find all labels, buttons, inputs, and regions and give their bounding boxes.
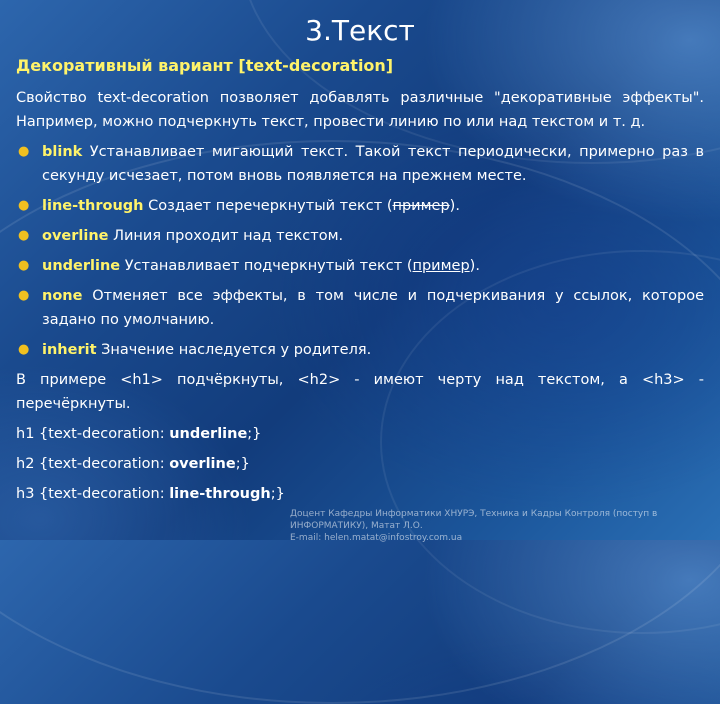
bullet-icon: ●: [18, 258, 30, 273]
item-text: Отменяет все эффекты, в том числе и подчеркивания у ссылок, которое задано по умолчанию.: [42, 288, 704, 328]
keyword: blink: [42, 144, 83, 160]
underline-example: пример: [412, 258, 470, 274]
bullet-icon: ●: [18, 144, 30, 159]
item-text: Значение наследуется у родителя.: [96, 342, 372, 358]
summary-paragraph: В примере <h1> подчёркнуты, <h2> - имеют черту над текстом, а <h3> - перечёркнуты.: [16, 372, 704, 412]
slide-title: 3.Текст: [305, 14, 415, 47]
slide-content: [16, 54, 704, 512]
code-suffix: ;}: [247, 426, 262, 442]
slide-footer: [290, 508, 710, 544]
item-text: Линия проходит над текстом.: [108, 228, 344, 244]
keyword: inherit: [42, 342, 97, 358]
keyword: none: [42, 288, 83, 304]
code-value: line-through: [169, 486, 271, 502]
bullet-icon: ●: [18, 342, 30, 357]
list-item: [16, 140, 704, 188]
code-line: [16, 482, 704, 506]
item-text: Создает перечеркнутый текст (: [143, 198, 393, 214]
list-item: [16, 284, 704, 332]
intro-paragraph: Свойство text-decoration позволяет добавлять различные "декоративные эффекты". Например, можно подчеркнуть текст, провести линию по или над текстом и т. д.: [16, 90, 704, 130]
list-item: [16, 338, 704, 362]
code-line: [16, 422, 704, 446]
code-suffix: ;}: [235, 456, 250, 472]
code-prefix: h1 {text-decoration:: [16, 426, 170, 442]
code-prefix: h2 {text-decoration:: [16, 456, 170, 472]
values-list: [16, 140, 704, 362]
list-item: [16, 254, 704, 278]
keyword: line-through: [42, 198, 144, 214]
code-suffix: ;}: [270, 486, 285, 502]
section-heading: Декоративный вариант [text-decoration]: [16, 56, 394, 75]
strikethrough-example: пример: [392, 198, 450, 214]
keyword: underline: [42, 258, 121, 274]
bullet-icon: ●: [18, 198, 30, 213]
item-text: Устанавливает подчеркнутый текст (: [120, 258, 413, 274]
item-text: Устанавливает мигающий текст. Такой текст периодически, примерно раз в секунду исчезает, потом вновь появляется на прежнем месте.: [42, 144, 704, 184]
keyword: overline: [42, 228, 109, 244]
list-item: [16, 224, 704, 248]
code-line: [16, 452, 704, 476]
code-value: overline: [169, 456, 236, 472]
item-text-end: ).: [469, 258, 480, 274]
code-prefix: h3 {text-decoration:: [16, 486, 170, 502]
bullet-icon: ●: [18, 228, 30, 243]
footer-author: Доцент Кафедры Информатики ХНУРЭ, Техника и Кадры Контроля (поступ в ИНФОРМАТИКУ), Матат Л.О.: [290, 509, 658, 531]
code-value: underline: [169, 426, 248, 442]
item-text-end: ).: [449, 198, 460, 214]
footer-email: E-mail: helen.matat@infostroy.com.ua: [290, 533, 463, 543]
bullet-icon: ●: [18, 288, 30, 303]
list-item: [16, 194, 704, 218]
